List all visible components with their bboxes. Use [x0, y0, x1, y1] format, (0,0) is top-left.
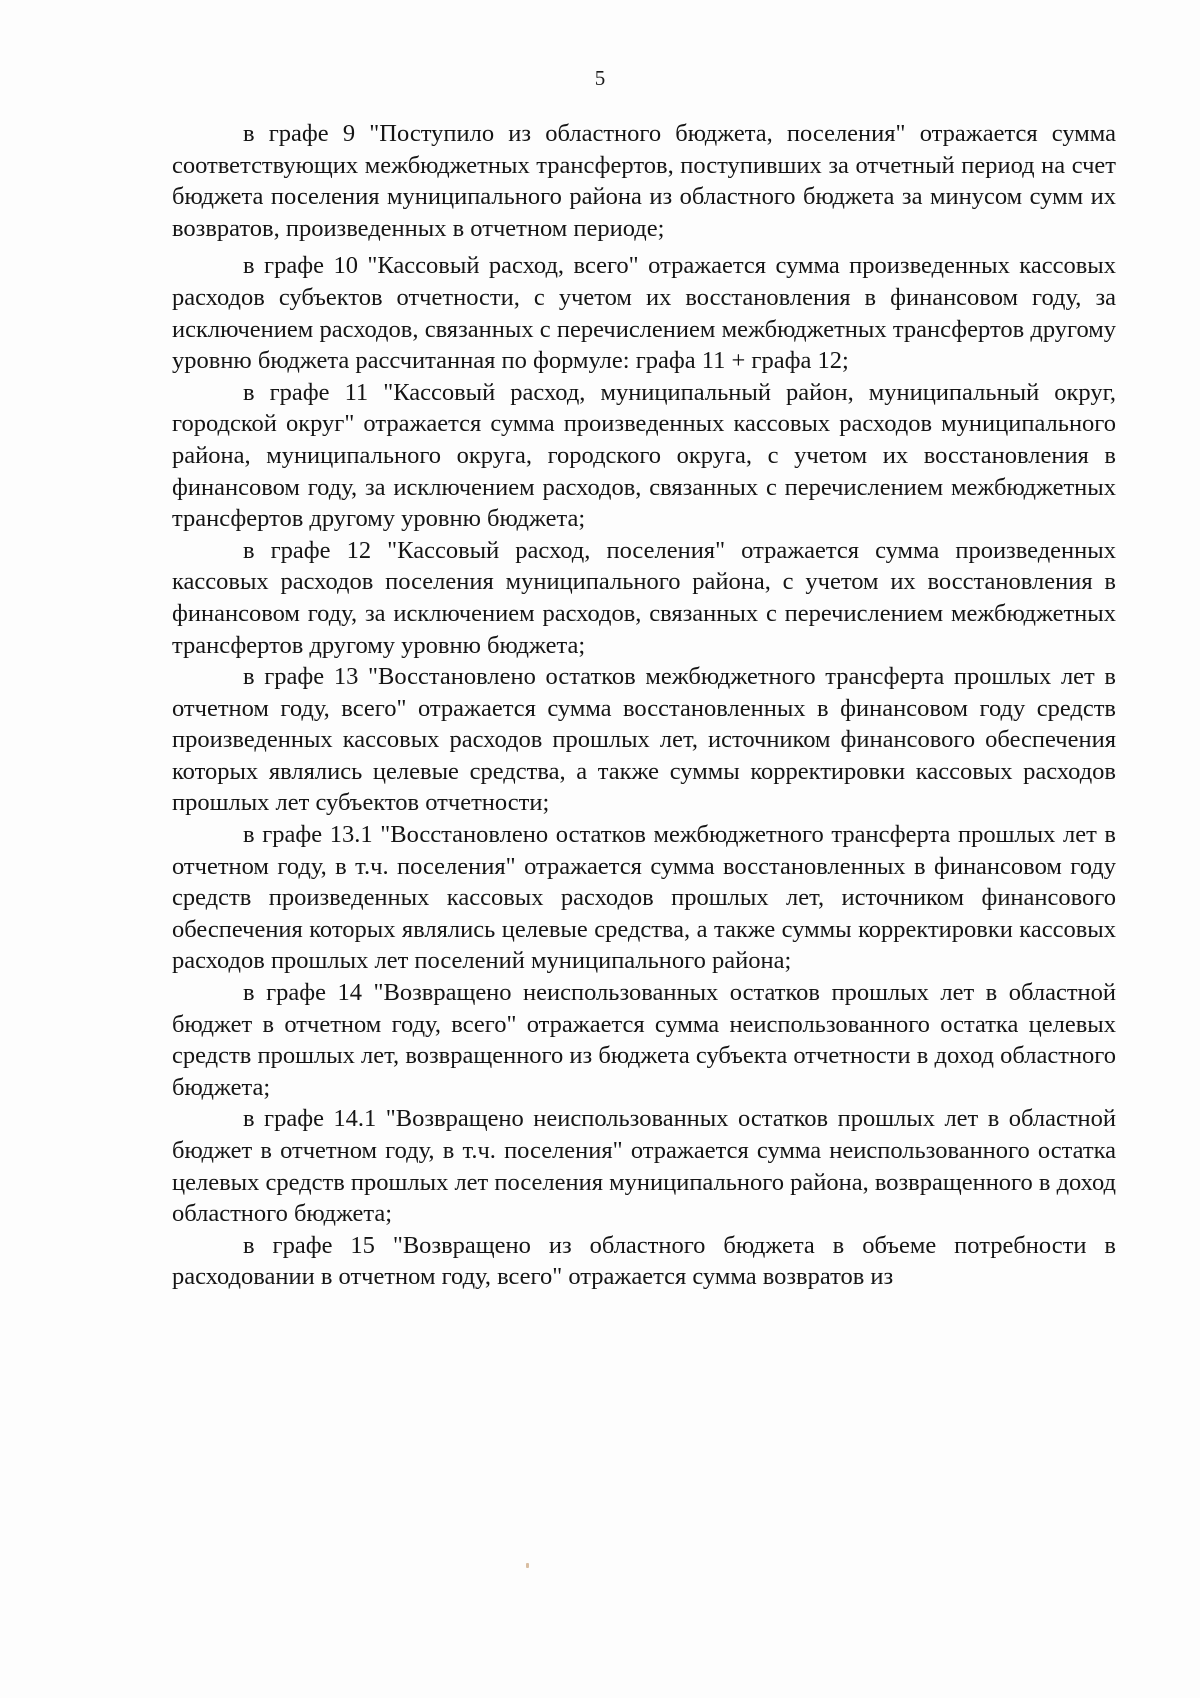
paragraph-column-10: в графе 10 "Кассовый расход, всего" отражается сумма произведенных кассовых расходов субъектов отчетности, с учетом их восстановления в финансовом году, за исключением расходов, связанных с перечислением межбюджетных трансфертов другому уровню бюджета рассчитанная по формуле: графа 11 + графа 12; — [172, 252, 1116, 375]
paragraph-column-9: в графе 9 "Поступило из областного бюджета, поселения" отражается сумма соответствующих межбюджетных трансфертов, поступивших за отчетный период на счет бюджета поселения муниципального района из областного бюджета за минусом сумм их возвратов, произведенных в отчетном периоде; — [172, 120, 1116, 242]
paragraph-column-14: в графе 14 "Возвращено неиспользованных остатков прошлых лет в областной бюджет в отчетном году, всего" отражается сумма неиспользованного остатка целевых средств прошлых лет, возвращенного из бюджета субъекта отчетности в доход областного бюджета; — [172, 979, 1116, 1101]
document-body — [172, 118, 1116, 1293]
paragraph-column-14-1: в графе 14.1 "Возвращено неиспользованных остатков прошлых лет в областной бюджет в отчетном году, в т.ч. поселения" отражается сумма неиспользованного остатка целевых средств прошлых лет поселения муниципального района, возвращенного в доход областного бюджета; — [172, 1105, 1116, 1228]
paragraph-column-11: в графе 11 "Кассовый расход, муниципальный район, муниципальный округ, городской округ" отражается сумма произведенных кассовых расходов муниципального района, муниципального округа, городского округа, с учетом их восстановления в финансовом году, за исключением расходов, связанных с перечислением межбюджетных трансфертов другому уровню бюджета; — [172, 378, 1116, 533]
paragraph-column-13-1: в графе 13.1 "Восстановлено остатков межбюджетного трансферта прошлых лет в отчетном году, в т.ч. поселения" отражается сумма восстановленных в финансовом году средств произведенных кассовых расходов прошлых лет, источником финансового обеспечения которых являлись целевые средства, а также суммы корректировки кассовых расходов прошлых лет поселений муниципального района; — [172, 821, 1116, 975]
page-number: 5 — [594, 66, 606, 90]
paragraph-column-15: в графе 15 "Возвращено из областного бюджета в объеме потребности в расходовании в отчетном году, всего" отражается сумма возвратов из — [172, 1231, 1116, 1291]
paragraph-column-13: в графе 13 "Восстановлено остатков межбюджетного трансферта прошлых лет в отчетном году, всего" отражается сумма восстановленных в финансовом году средств произведенных кассовых расходов прошлых лет, источником финансового обеспечения которых являлись целевые средства, а также суммы корректировки кассовых расходов прошлых лет субъектов отчетности; — [172, 663, 1116, 817]
paragraph-column-12: в графе 12 "Кассовый расход, поселения" отражается сумма произведенных кассовых расходов поселения муниципального района, с учетом их восстановления в финансовом году, за исключением расходов, связанных с перечислением межбюджетных трансфертов другому уровню бюджета; — [172, 536, 1116, 659]
scan-speck — [526, 1563, 529, 1568]
